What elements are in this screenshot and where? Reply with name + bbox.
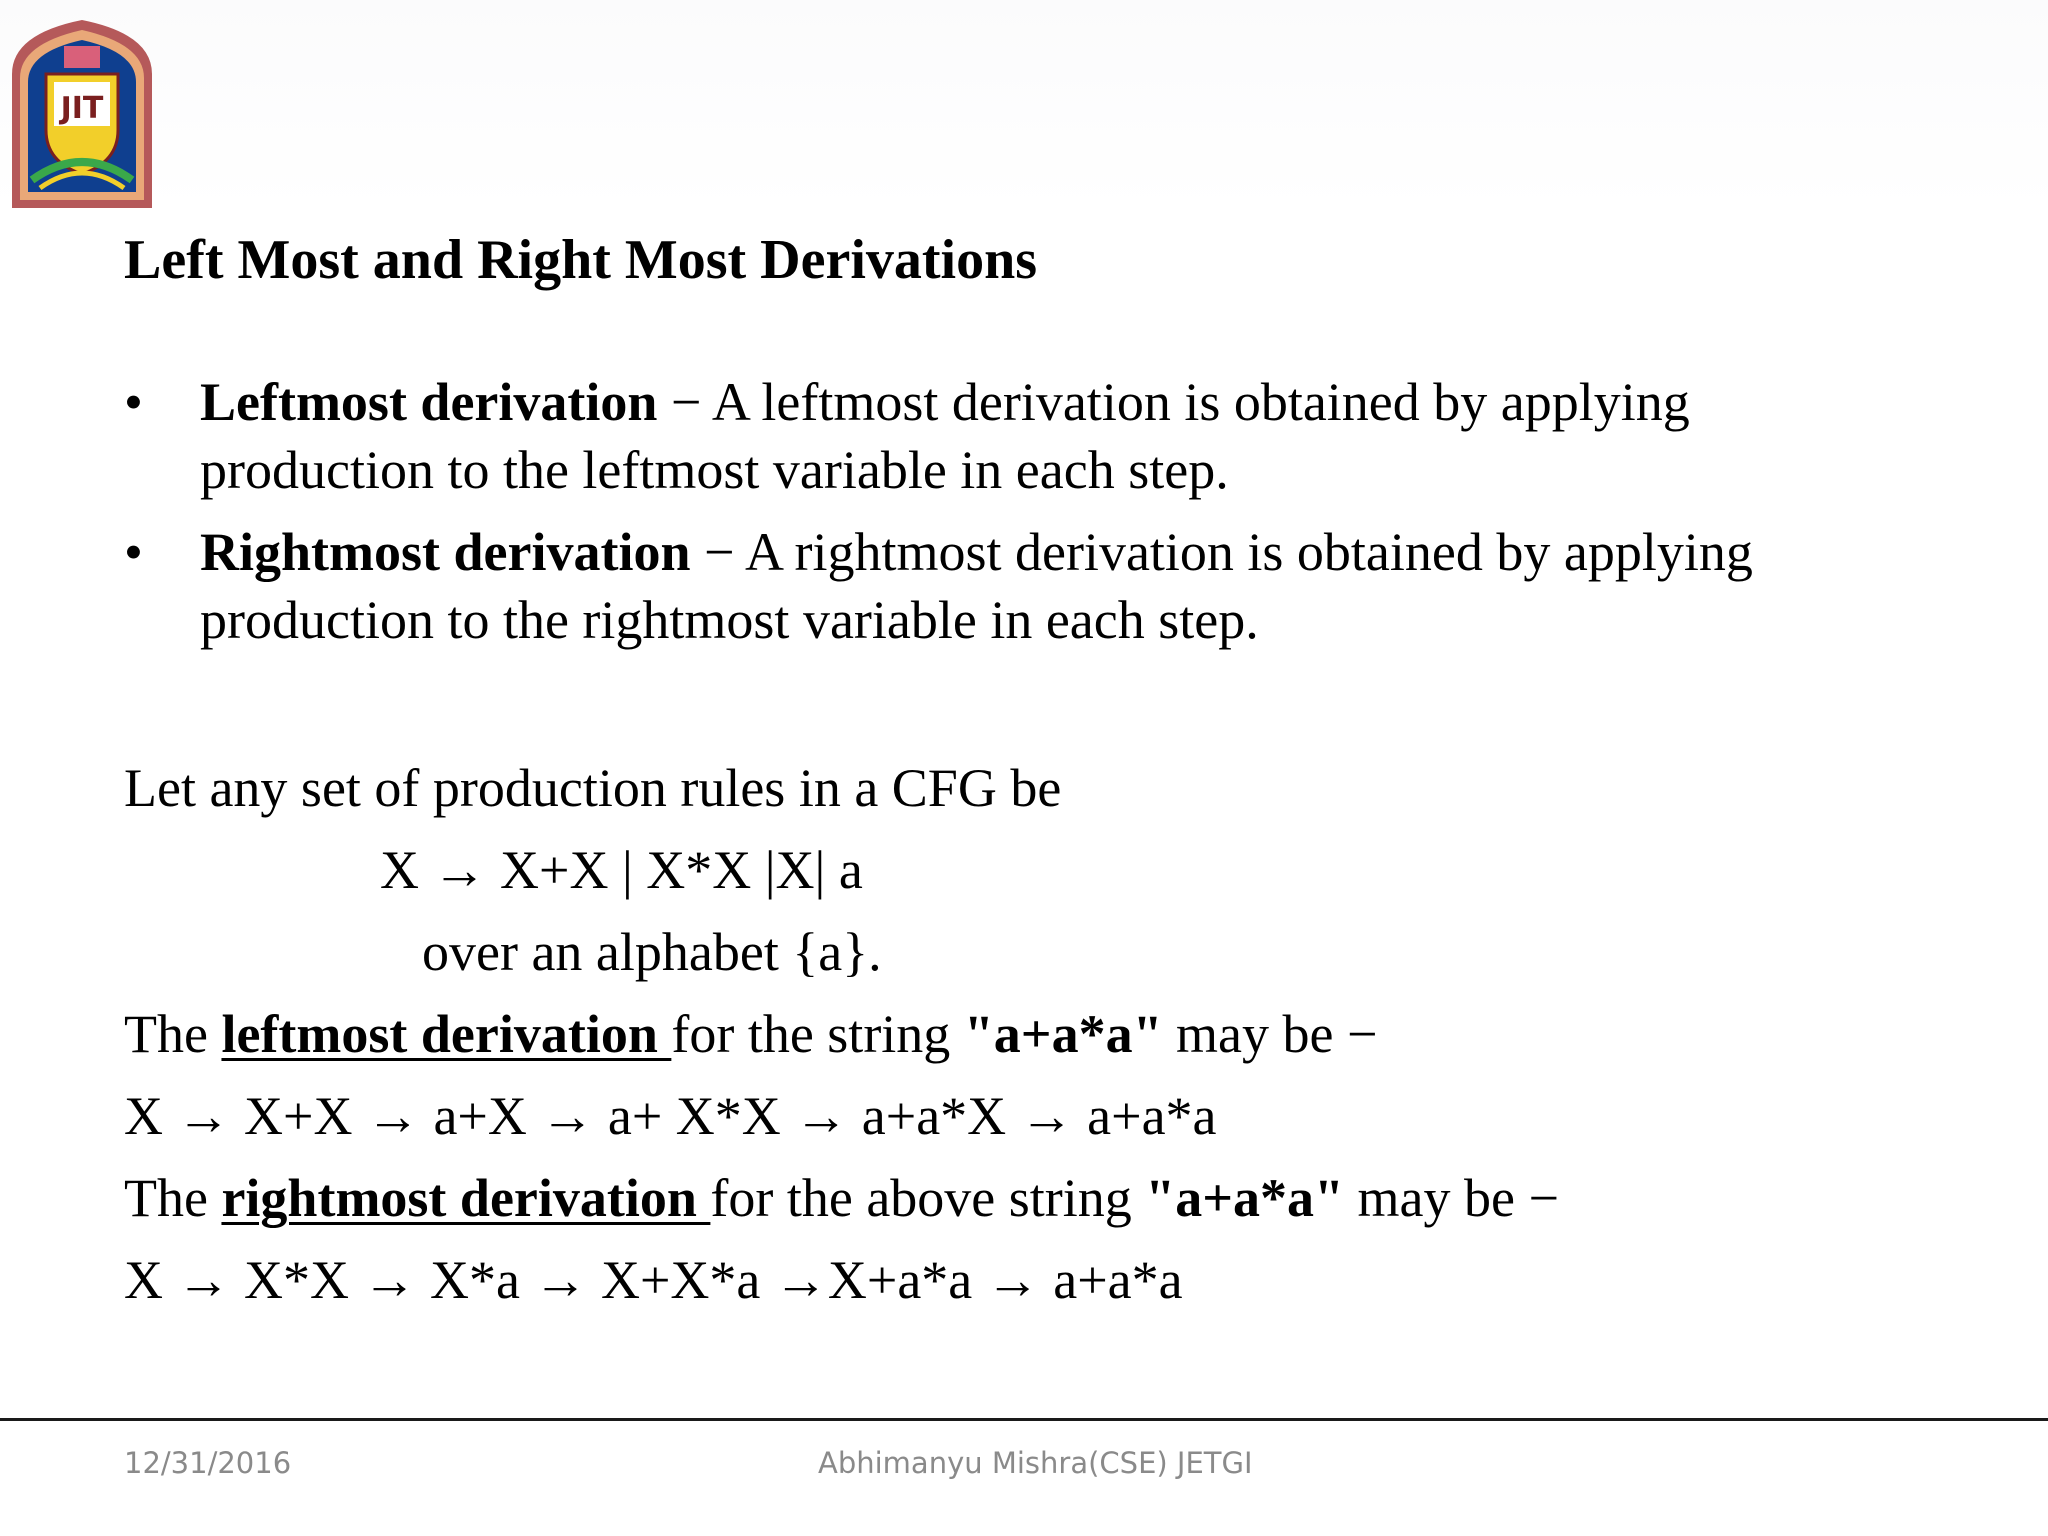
bullet-icon: • [124, 522, 143, 582]
target-string: "a+a*a" [1145, 1168, 1345, 1228]
rightmost-term: Rightmost derivation [200, 522, 691, 582]
footer-author: Abhimanyu Mishra(CSE) JETGI [818, 1446, 1253, 1480]
production-rule: X → X+X | X*X |X| a [380, 840, 863, 900]
rightmost-derivation-term: rightmost derivation [221, 1168, 711, 1228]
leftmost-term: Leftmost derivation [200, 372, 658, 432]
leftmost-derivation-term: leftmost derivation [221, 1004, 672, 1064]
leftmost-intro-line [124, 1000, 1377, 1068]
svg-text:JIT: JIT [60, 91, 104, 126]
intro-line: Let any set of production rules in a CFG be [124, 758, 1062, 818]
rightmost-intro-line [124, 1164, 1559, 1232]
rightmost-definition: − A rightmost derivation is obtained by applying production to the rightmost variable in each step. [200, 522, 1753, 650]
slide-title: Left Most and Right Most Derivations [124, 229, 1038, 291]
list-item [124, 368, 1924, 504]
target-string: "a+a*a" [963, 1004, 1163, 1064]
leftmost-steps: X → X+X → a+X → a+ X*X → a+a*X → a+a*a [124, 1086, 1217, 1146]
definition-list [124, 368, 1924, 668]
college-crest-icon [2, 12, 162, 208]
list-item [124, 518, 1924, 654]
text-middle: for the above string [710, 1168, 1146, 1228]
text-prefix: The [124, 1168, 222, 1228]
text-middle: for the string [671, 1004, 964, 1064]
text-suffix: may be − [1344, 1168, 1559, 1228]
text-suffix: may be − [1162, 1004, 1378, 1064]
rightmost-steps: X → X*X → X*a → X+X*a →X+a*a → a+a*a [124, 1250, 1183, 1310]
footer-date: 12/31/2016 [124, 1446, 292, 1480]
slide-header [0, 0, 2048, 210]
leftmost-definition: − A leftmost derivation is obtained by applying production to the leftmost variable in each step. [200, 372, 1690, 500]
bullet-icon: • [124, 372, 143, 432]
text-prefix: The [124, 1004, 222, 1064]
alphabet-line: over an alphabet {a}. [422, 922, 882, 982]
footer-divider [0, 1418, 2048, 1421]
